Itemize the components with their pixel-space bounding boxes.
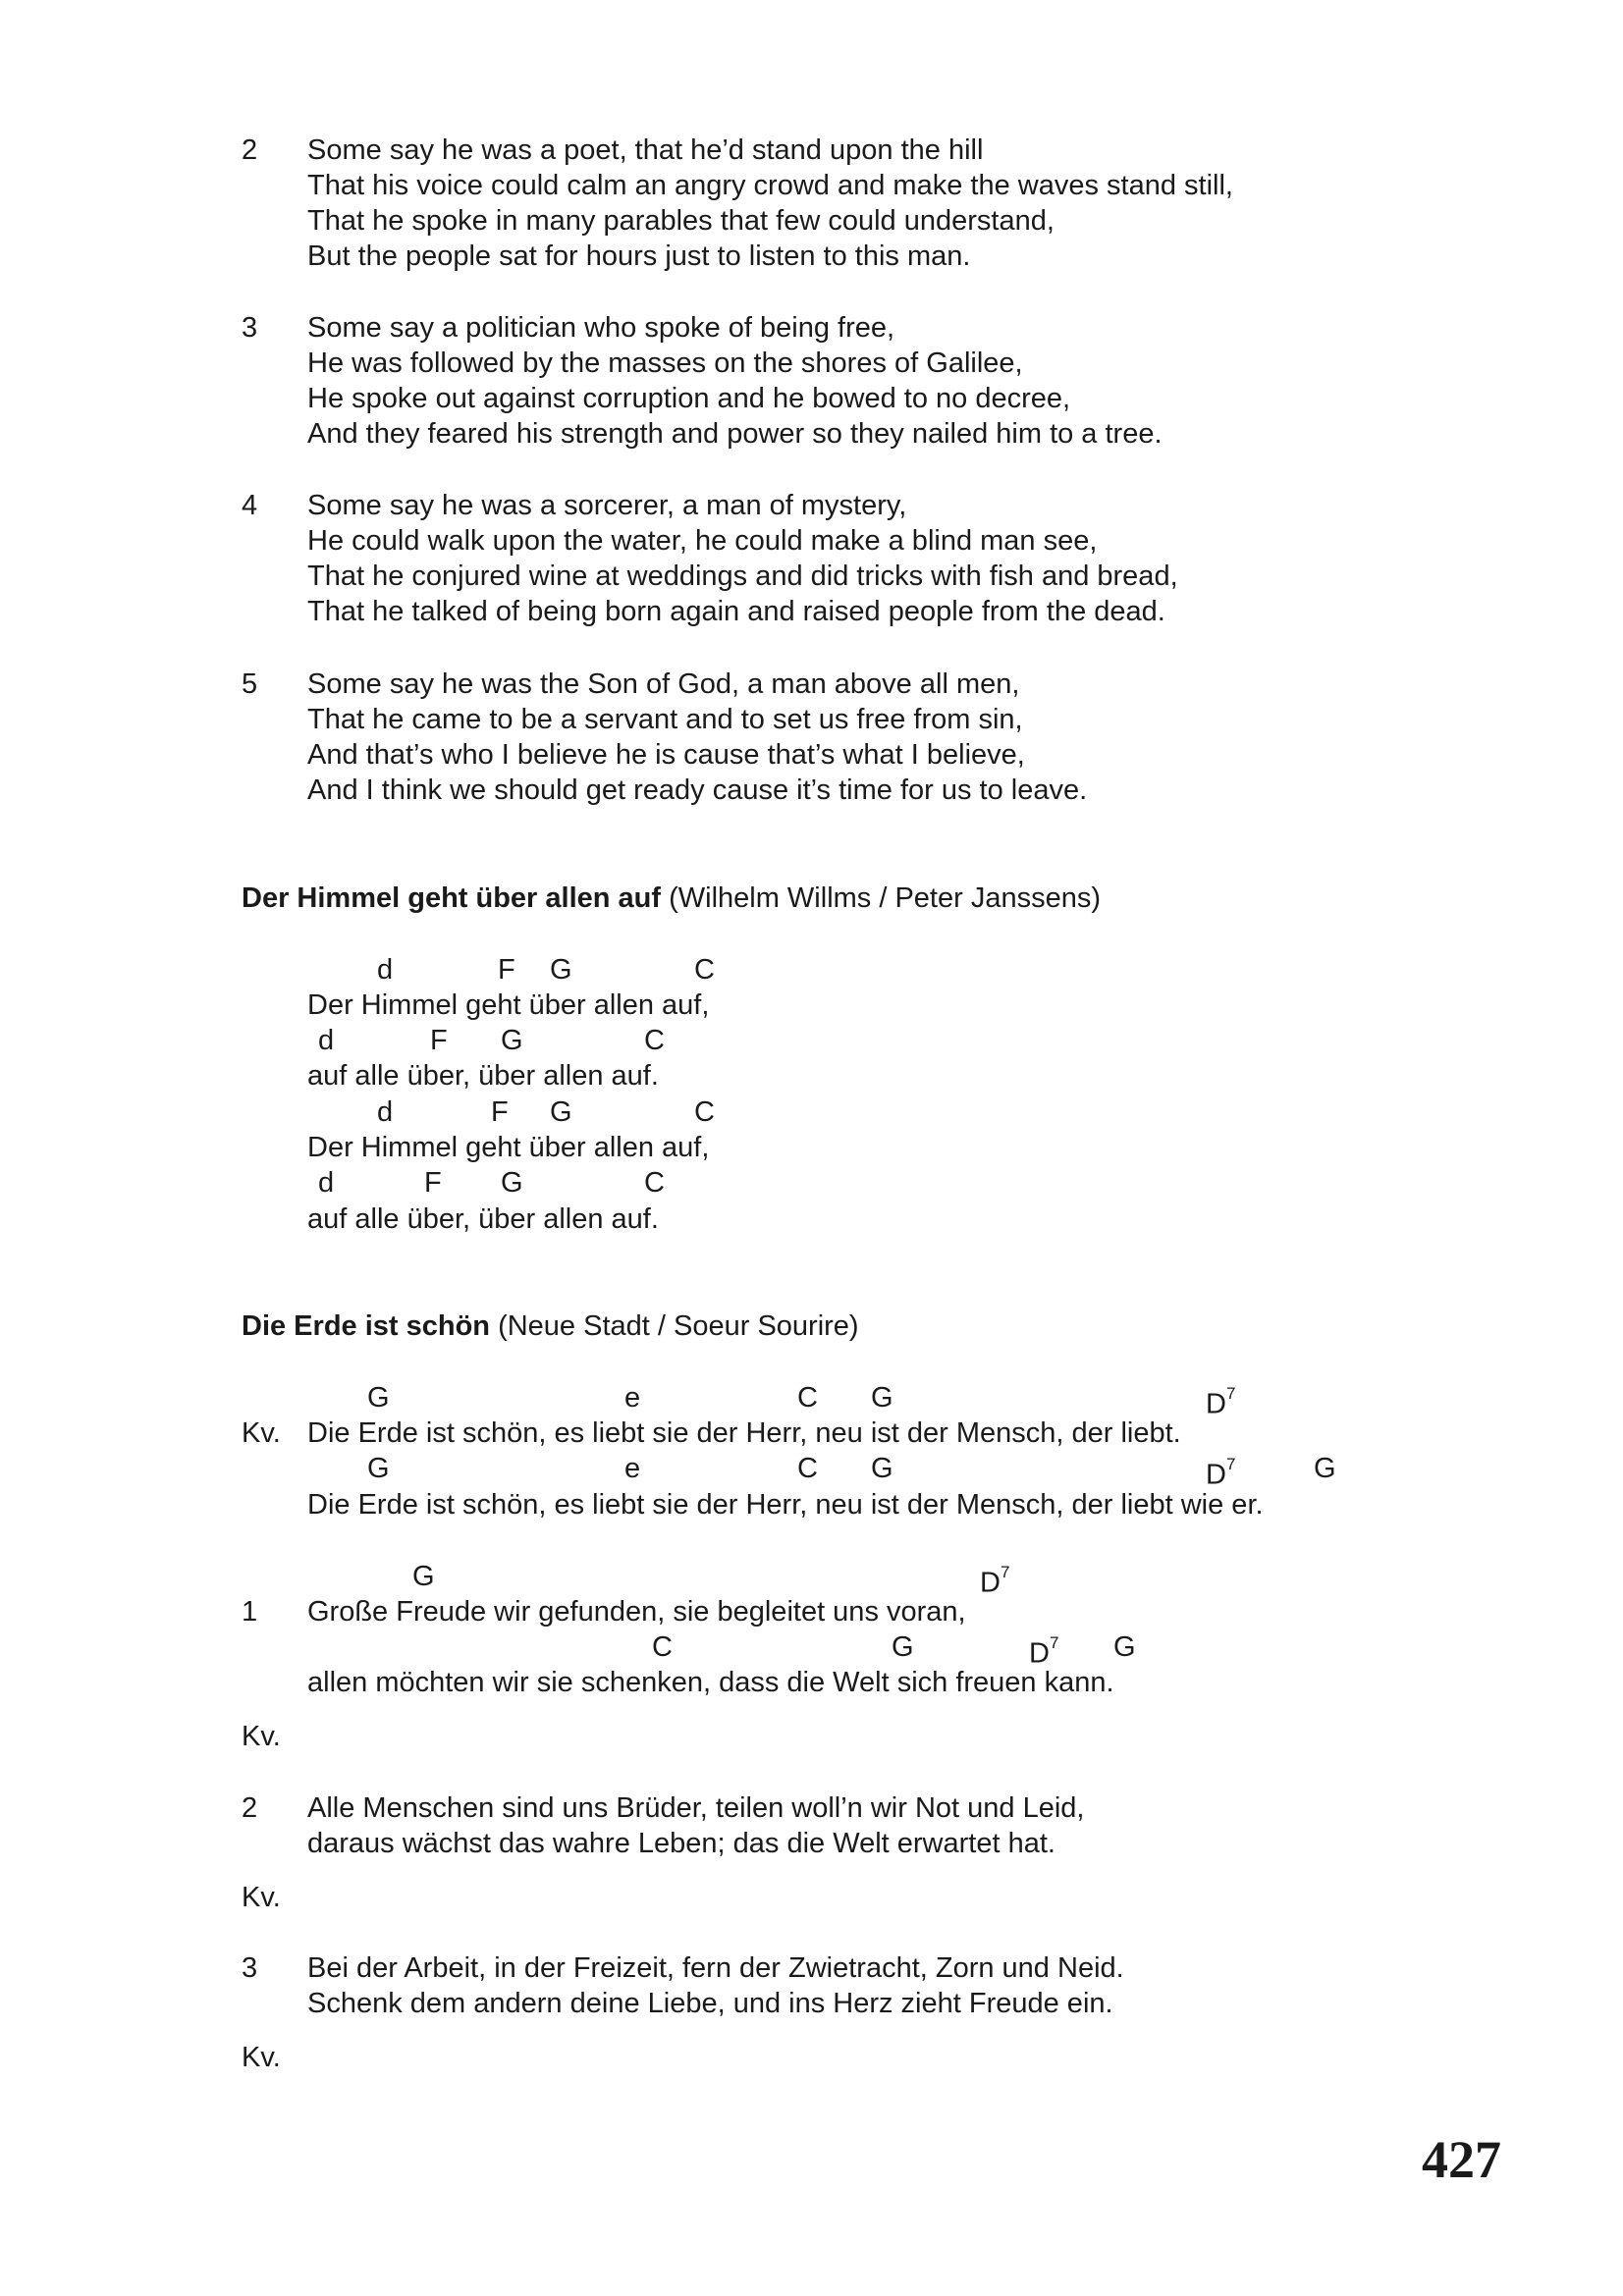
chord: F [491, 1096, 509, 1128]
song-title-text: Die Erde ist schön [242, 1310, 491, 1342]
chord: C [644, 1025, 665, 1056]
chord: G [1113, 1631, 1136, 1663]
refrain-label: Kv. [242, 1882, 281, 1913]
lyric-line: He was followed by the masses on the shores of Galilee, [307, 347, 1023, 379]
song-credits: (Wilhelm Willms / Peter Janssens) [661, 882, 1102, 914]
song-title-text: Der Himmel geht über allen auf [242, 882, 662, 914]
lyric-line: Some say he was a poet, that he’d stand upon the hill [307, 134, 984, 166]
chord: d [318, 1167, 335, 1199]
chord-root: D [1206, 1459, 1226, 1491]
chord: G [550, 954, 572, 986]
chord: G [1314, 1453, 1336, 1484]
chord: F [498, 954, 515, 986]
lyric-line: He spoke out against corruption and he bowed to no decree, [307, 383, 1071, 414]
lyric-line: Große Freude wir gefunden, sie begleitet uns voran, [307, 1596, 966, 1628]
chord-extension: 7 [1000, 1563, 1010, 1581]
chord: G [892, 1631, 914, 1663]
chord: d [318, 1025, 335, 1056]
lyric-line: Some say he was the Son of God, a man above all men, [307, 668, 1020, 700]
lyric-line: That he came to be a servant and to set us free from sin, [307, 704, 1023, 735]
chord-root: D [980, 1567, 1001, 1599]
chord: G [412, 1561, 435, 1592]
verse-number: 3 [242, 1952, 258, 1984]
chord-extension: 7 [1225, 1384, 1236, 1403]
chord-root: D [1206, 1388, 1226, 1420]
refrain-label: Kv. [242, 1417, 281, 1449]
chord: G [871, 1382, 893, 1414]
song-title [242, 881, 1101, 916]
chord: G [367, 1453, 390, 1484]
verse-number: 2 [242, 134, 258, 166]
lyric-line: daraus wächst das wahre Leben; das die Welt erwartet hat. [307, 1828, 1055, 1859]
chord: C [652, 1631, 673, 1663]
lyric-line: Alle Menschen sind uns Brüder, teilen woll’n wir Not und Leid, [307, 1792, 1085, 1824]
chord: d [377, 1096, 394, 1128]
refrain-label: Kv. [242, 1721, 281, 1752]
chord: G [550, 1096, 572, 1128]
chord [1206, 1380, 1235, 1422]
lyric-line: That he spoke in many parables that few could understand, [307, 205, 1055, 237]
lyric-line: auf alle über, über allen auf. [307, 1060, 659, 1092]
chord: C [797, 1453, 818, 1484]
song-title [242, 1308, 859, 1344]
chord: F [424, 1167, 442, 1199]
chord: G [501, 1167, 523, 1199]
chord-extension: 7 [1049, 1633, 1059, 1652]
lyric-line: Bei der Arbeit, in der Freizeit, fern der Zwietracht, Zorn und Neid. [307, 1952, 1124, 1984]
lyric-line: That he talked of being born again and raised people from the dead. [307, 596, 1165, 627]
lyric-line: Some say he was a sorcerer, a man of mystery, [307, 490, 907, 521]
chord: F [430, 1025, 448, 1056]
lyric-line: allen möchten wir sie schenken, dass die Welt sich freuen kann. [307, 1667, 1114, 1698]
chord: C [694, 954, 715, 986]
lyric-line: He could walk upon the water, he could make a blind man see, [307, 525, 1098, 557]
lyric-line: And that’s who I believe he is cause that’s what I believe, [307, 739, 1025, 771]
lyric-line: But the people sat for hours just to listen to this man. [307, 240, 971, 272]
verse-number: 1 [242, 1596, 258, 1628]
chord: G [367, 1382, 390, 1414]
lyric-line: That he conjured wine at weddings and did tricks with fish and bread, [307, 561, 1178, 592]
lyric-line: auf alle über, über allen auf. [307, 1203, 659, 1235]
lyric-line: Der Himmel geht über allen auf, [307, 989, 710, 1021]
chord: d [377, 954, 394, 986]
refrain-label: Kv. [242, 2042, 281, 2073]
lyric-line: Die Erde ist schön, es liebt sie der Herr, neu ist der Mensch, der liebt wie er. [307, 1489, 1264, 1521]
lyric-line: Some say a politician who spoke of being free, [307, 312, 895, 344]
chord: G [871, 1453, 893, 1484]
chord: C [644, 1167, 665, 1199]
chord: C [694, 1096, 715, 1128]
verse-number: 4 [242, 490, 258, 521]
chord-extension: 7 [1225, 1455, 1236, 1473]
chord [980, 1559, 1009, 1601]
lyric-line: Schenk dem andern deine Liebe, und ins Herz zieht Freude ein. [307, 1988, 1113, 2019]
lyric-line: Der Himmel geht über allen auf, [307, 1132, 710, 1163]
chord: e [624, 1382, 641, 1414]
song-credits: (Neue Stadt / Soeur Sourire) [490, 1310, 859, 1342]
verse-number: 2 [242, 1792, 258, 1824]
lyric-line: Die Erde ist schön, es liebt sie der Herr, neu ist der Mensch, der liebt. [307, 1417, 1181, 1449]
chord: e [624, 1453, 641, 1484]
chord: G [501, 1025, 523, 1056]
verse-number: 3 [242, 312, 258, 344]
verse-number: 5 [242, 668, 258, 700]
chord: C [797, 1382, 818, 1414]
chord-root: D [1029, 1637, 1050, 1670]
lyric-line: And I think we should get ready cause it’s time for us to leave. [307, 774, 1088, 806]
lyric-line: That his voice could calm an angry crowd and make the waves stand still, [307, 170, 1233, 201]
lyric-line: And they feared his strength and power so they nailed him to a tree. [307, 418, 1163, 450]
page-number: 427 [1422, 2130, 1501, 2189]
